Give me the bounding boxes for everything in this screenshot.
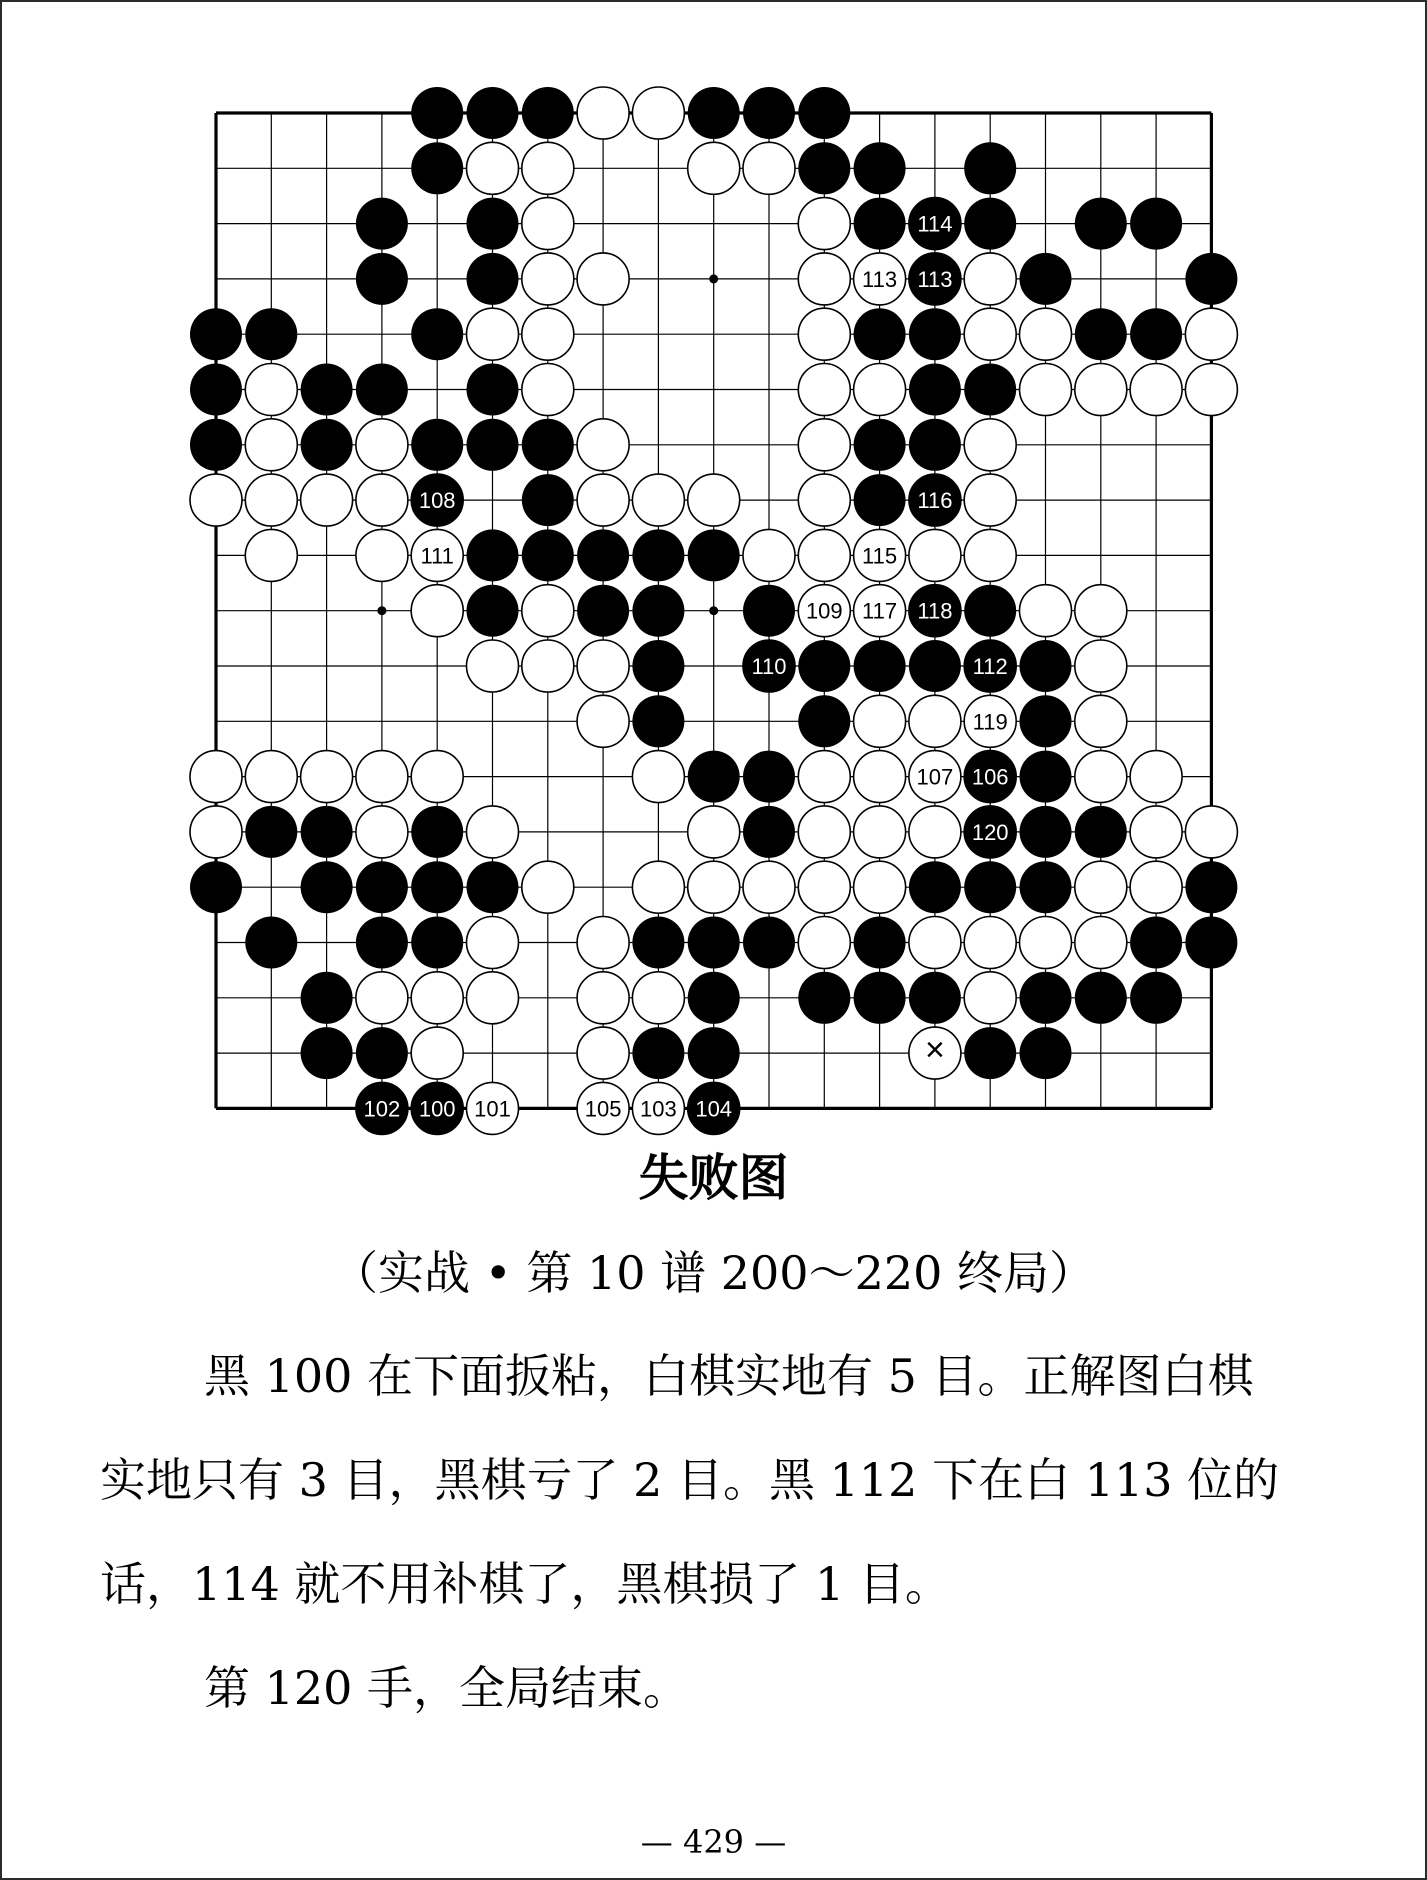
white-stone [632, 751, 684, 803]
white-stone [522, 585, 574, 637]
black-stone [190, 308, 242, 360]
white-stone [356, 419, 408, 471]
black-stone [1020, 751, 1072, 803]
star-point [377, 606, 386, 615]
black-stone [854, 474, 906, 526]
white-stone [688, 142, 740, 194]
white-stone [577, 972, 629, 1024]
black-stone [688, 1027, 740, 1079]
black-stone [356, 253, 408, 305]
white-stone [245, 529, 297, 581]
white-stone [245, 364, 297, 416]
black-stone [467, 419, 519, 471]
white-stone [522, 142, 574, 194]
white-stone [798, 419, 850, 471]
black-stone [467, 364, 519, 416]
black-stone [1075, 972, 1127, 1024]
white-stone [1130, 806, 1182, 858]
black-stone [1020, 972, 1072, 1024]
white-stone [522, 364, 574, 416]
black-stone [964, 142, 1016, 194]
black-stone [190, 861, 242, 913]
move-number-label: 107 [916, 764, 954, 790]
white-stone [1075, 861, 1127, 913]
move-number-label: 115 [862, 543, 898, 569]
black-stone [1130, 198, 1182, 250]
white-stone [577, 917, 629, 969]
white-stone [798, 806, 850, 858]
paragraph-line: 话，114 就不用补棋了，黑棋损了 1 目。 [100, 1557, 951, 1611]
paragraph-line: 黑 100 在下面扳粘，白棋实地有 5 目。正解图白棋 [204, 1349, 1254, 1403]
white-stone [854, 364, 906, 416]
white-stone [1185, 364, 1237, 416]
move-number-label: 104 [695, 1096, 733, 1122]
black-stone [743, 87, 795, 139]
black-stone [356, 364, 408, 416]
black-stone [798, 640, 850, 692]
black-stone [688, 751, 740, 803]
white-stone [798, 364, 850, 416]
white-stone [798, 861, 850, 913]
black-stone [245, 308, 297, 360]
move-number-label: 111 [420, 543, 454, 569]
white-stone [798, 308, 850, 360]
white-stone [1020, 917, 1072, 969]
white-stone [245, 751, 297, 803]
white-stone [854, 751, 906, 803]
black-stone [1020, 253, 1072, 305]
move-number-label: 103 [640, 1096, 677, 1122]
white-stone [1130, 751, 1182, 803]
black-stone [964, 861, 1016, 913]
black-stone [798, 87, 850, 139]
black-stone [356, 198, 408, 250]
white-stone [245, 419, 297, 471]
black-stone [854, 419, 906, 471]
black-stone [301, 1027, 353, 1079]
white-stone [467, 142, 519, 194]
move-number-label: 116 [917, 488, 953, 514]
black-stone [909, 308, 961, 360]
white-stone [522, 640, 574, 692]
white-stone [190, 751, 242, 803]
white-stone [522, 308, 574, 360]
black-stone [632, 640, 684, 692]
paragraph-line: 实地只有 3 目，黑棋亏了 2 目。黑 112 下在白 113 位的 [100, 1453, 1280, 1507]
black-stone [854, 198, 906, 250]
white-stone [798, 917, 850, 969]
black-stone [467, 87, 519, 139]
black-stone [1130, 308, 1182, 360]
black-stone [909, 640, 961, 692]
black-stone [688, 972, 740, 1024]
white-stone [522, 253, 574, 305]
move-number-label: 112 [972, 654, 1008, 679]
move-number-label: 106 [971, 764, 1009, 790]
black-stone [1020, 861, 1072, 913]
black-stone [356, 1027, 408, 1079]
black-stone [301, 419, 353, 471]
black-stone [411, 308, 463, 360]
black-stone [798, 972, 850, 1024]
move-number-label: 110 [751, 654, 787, 679]
black-stone [1130, 972, 1182, 1024]
black-stone [467, 585, 519, 637]
black-stone [964, 585, 1016, 637]
black-stone [577, 585, 629, 637]
white-stone [411, 972, 463, 1024]
black-stone [688, 529, 740, 581]
white-stone [1020, 308, 1072, 360]
white-stone [577, 87, 629, 139]
black-stone [577, 529, 629, 581]
move-number-label: × [924, 1031, 945, 1070]
black-stone [301, 806, 353, 858]
black-stone [190, 419, 242, 471]
black-stone [301, 972, 353, 1024]
white-stone [467, 640, 519, 692]
black-stone [1185, 861, 1237, 913]
white-stone [1075, 695, 1127, 747]
white-stone [467, 917, 519, 969]
white-stone [411, 585, 463, 637]
black-stone [522, 529, 574, 581]
black-stone [245, 806, 297, 858]
black-stone [1020, 640, 1072, 692]
white-stone [411, 751, 463, 803]
white-stone [1130, 364, 1182, 416]
move-number-label: 105 [584, 1096, 622, 1122]
white-stone [1185, 308, 1237, 360]
white-stone [577, 419, 629, 471]
white-stone [909, 529, 961, 581]
black-stone [964, 198, 1016, 250]
white-stone [854, 806, 906, 858]
black-stone [522, 474, 574, 526]
black-stone [467, 861, 519, 913]
white-stone [632, 861, 684, 913]
black-stone [688, 87, 740, 139]
black-stone [909, 972, 961, 1024]
black-stone [1130, 917, 1182, 969]
black-stone [909, 861, 961, 913]
white-stone [964, 419, 1016, 471]
black-stone [632, 695, 684, 747]
black-stone [743, 585, 795, 637]
white-stone [356, 806, 408, 858]
black-stone [1185, 253, 1237, 305]
move-number-label: 100 [418, 1096, 456, 1122]
white-stone [854, 695, 906, 747]
black-stone [854, 308, 906, 360]
white-stone [577, 640, 629, 692]
white-stone [467, 972, 519, 1024]
white-stone [577, 695, 629, 747]
move-number-label: 114 [917, 211, 953, 237]
black-stone [854, 917, 906, 969]
black-stone [245, 917, 297, 969]
black-stone [356, 917, 408, 969]
white-stone [190, 806, 242, 858]
white-stone [632, 474, 684, 526]
black-stone [1185, 917, 1237, 969]
white-stone [356, 529, 408, 581]
move-number-label: 113 [862, 266, 898, 292]
white-stone [743, 529, 795, 581]
black-stone [1020, 1027, 1072, 1079]
move-number-label: 119 [972, 709, 1008, 735]
black-stone [411, 861, 463, 913]
white-stone [467, 308, 519, 360]
black-stone [798, 142, 850, 194]
white-stone [1075, 917, 1127, 969]
commentary-paragraph-2: 第 120 手，全局结束。 [204, 1661, 690, 1715]
move-number-label: 102 [363, 1096, 401, 1122]
white-stone [798, 751, 850, 803]
black-stone [798, 695, 850, 747]
white-stone [909, 917, 961, 969]
black-stone [467, 253, 519, 305]
black-stone [467, 198, 519, 250]
white-stone [245, 474, 297, 526]
black-stone [1075, 308, 1127, 360]
white-stone [1075, 364, 1127, 416]
black-stone [467, 529, 519, 581]
white-stone [1020, 585, 1072, 637]
white-stone [854, 861, 906, 913]
move-number-label: 101 [474, 1096, 511, 1122]
white-stone [522, 198, 574, 250]
black-stone [964, 1027, 1016, 1079]
white-stone [577, 1027, 629, 1079]
white-stone [577, 474, 629, 526]
black-stone [743, 917, 795, 969]
white-stone [356, 751, 408, 803]
black-stone [743, 751, 795, 803]
white-stone [688, 806, 740, 858]
white-stone [301, 474, 353, 526]
black-stone [854, 972, 906, 1024]
move-number-label: 108 [418, 488, 456, 514]
white-stone [356, 474, 408, 526]
black-stone [356, 861, 408, 913]
black-stone [411, 419, 463, 471]
white-stone [522, 861, 574, 913]
diagram-title: 失败图 [638, 1149, 789, 1207]
white-stone [301, 751, 353, 803]
white-stone [688, 474, 740, 526]
white-stone [909, 695, 961, 747]
star-point [709, 606, 718, 615]
white-stone [1075, 640, 1127, 692]
white-stone [1185, 806, 1237, 858]
white-stone [964, 917, 1016, 969]
white-stone [798, 474, 850, 526]
white-stone [1020, 364, 1072, 416]
white-stone [190, 474, 242, 526]
white-stone [743, 142, 795, 194]
white-stone [964, 253, 1016, 305]
black-stone [909, 419, 961, 471]
black-stone [1075, 806, 1127, 858]
white-stone [688, 861, 740, 913]
white-stone [1075, 585, 1127, 637]
page-number: — 429 — [640, 1823, 787, 1861]
star-point [709, 274, 718, 283]
white-stone [467, 806, 519, 858]
move-number-label: 120 [971, 819, 1009, 845]
black-stone [411, 87, 463, 139]
black-stone [301, 861, 353, 913]
black-stone [1020, 695, 1072, 747]
white-stone [632, 87, 684, 139]
white-stone [964, 308, 1016, 360]
black-stone [301, 364, 353, 416]
white-stone [632, 972, 684, 1024]
white-stone [1075, 751, 1127, 803]
black-stone [411, 806, 463, 858]
white-stone [964, 972, 1016, 1024]
white-stone [411, 1027, 463, 1079]
black-stone [632, 529, 684, 581]
black-stone [964, 364, 1016, 416]
black-stone [411, 142, 463, 194]
black-stone [743, 806, 795, 858]
white-stone [964, 529, 1016, 581]
white-stone [964, 474, 1016, 526]
black-stone [632, 1027, 684, 1079]
move-number-label: 117 [862, 598, 898, 624]
black-stone [632, 917, 684, 969]
move-number-label: 109 [805, 598, 843, 624]
black-stone [688, 917, 740, 969]
black-stone [854, 142, 906, 194]
black-stone [854, 640, 906, 692]
move-number-label: 113 [917, 266, 953, 292]
white-stone [798, 198, 850, 250]
black-stone [909, 364, 961, 416]
commentary-paragraph-1 [100, 1346, 1330, 1658]
diagram-subtitle: （实战 • 第 10 谱 200～220 终局） [332, 1246, 1095, 1300]
black-stone [190, 364, 242, 416]
white-stone [356, 972, 408, 1024]
black-stone [411, 917, 463, 969]
black-stone [1075, 198, 1127, 250]
white-stone [909, 806, 961, 858]
white-stone [743, 861, 795, 913]
black-stone [1020, 806, 1072, 858]
black-stone [522, 87, 574, 139]
black-stone [522, 419, 574, 471]
white-stone [577, 253, 629, 305]
white-stone [798, 529, 850, 581]
white-stone [1130, 861, 1182, 913]
move-number-label: 118 [917, 598, 953, 624]
go-board-diagram [180, 70, 1240, 1150]
white-stone [798, 253, 850, 305]
black-stone [632, 585, 684, 637]
